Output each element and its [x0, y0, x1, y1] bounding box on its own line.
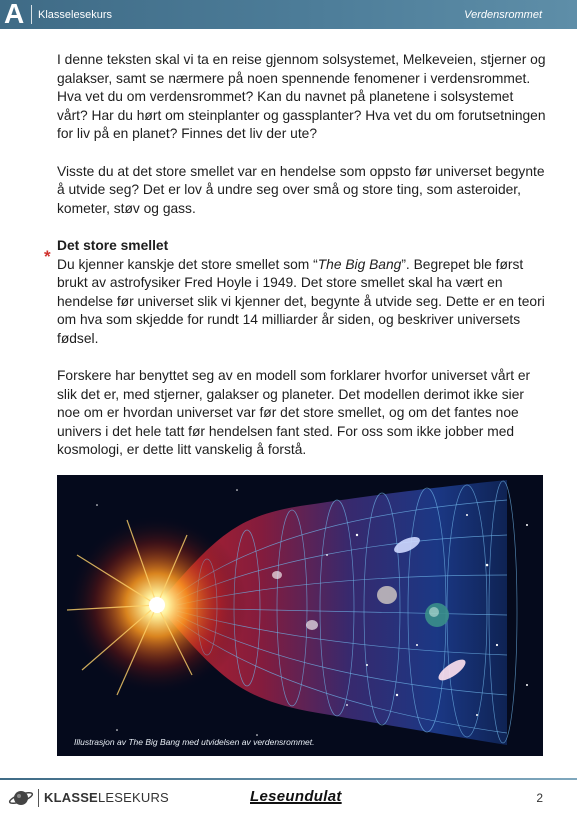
header-logo-letter: A [4, 0, 25, 29]
p3-after: ”. Begrepet ble først brukt av astrofysiker Fred Hoyle i 1949. Det store smellet skal ha vært en hendelse før universet slik vi kjenner det, begynte å utvide seg. Dette er en teori om hva som skjedde for rundt 14 milliarder år siden, og beskriver universets fødsel. [57, 256, 545, 346]
footer-brand-name [44, 790, 169, 806]
section-heading: Det store smellet [57, 237, 169, 253]
header-section-title: Verdensrommet [464, 9, 542, 21]
article-body [57, 51, 547, 479]
publisher-logo: Leseundulat [250, 788, 342, 805]
big-bang-illustration [57, 475, 543, 756]
intro-paragraph: I denne teksten skal vi ta en reise gjennom solsystemet, Melkeveien, stjerner og galakser, samt se nærmere på noen spennende fenomener i verdensrommet. Hva vet du om verdensrommet? Kan du navnet på planetene i solsystemet vårt? Har du hørt om steinplanter og gassplanter? Hva vet du om forutsetningen for liv på en planet? Finnes det liv der ute? [57, 52, 546, 142]
big-bang-artwork [57, 475, 543, 756]
brand-rest: LESEKURS [97, 790, 169, 805]
page-header [0, 0, 577, 29]
header-divider [31, 5, 32, 24]
footer-divider [0, 778, 577, 780]
footer-brand-divider [38, 789, 39, 807]
paragraph-3 [57, 256, 547, 349]
p3-italic: The Big Bang [317, 256, 402, 272]
header-course-title: Klasselesekurs [38, 9, 112, 21]
paragraph-4: Forskere har benyttet seg av en modell som forklarer hvorfor universet vårt er slik det er, med stjerner, galakser og planeter. Det modellen derimot ikke sier noe om er hvordan universet var før det store smellet, og om det fantes noe univers i det hele tatt før hendelsen fant sted. For oss som ikke jobber med kosmologi, er dette litt vanskelig å forstå. [57, 368, 531, 458]
page-number: 2 [536, 791, 543, 805]
figure-caption: Illustrasjon av The Big Bang med utvidelsen av verdensrommet. [74, 737, 315, 747]
paragraph-2: Visste du at det store smellet var en hendelse som oppsto før universet begynte å utvide seg? Det er lov å undre seg over små og store ting, som asteroider, kometer, støv og gass. [57, 163, 545, 216]
planet-icon [8, 787, 34, 809]
brand-bold: KLASSE [44, 790, 98, 805]
glossary-asterisk: * [44, 247, 51, 266]
p3-before: Du kjenner kanskje det store smellet som “ [57, 256, 318, 272]
